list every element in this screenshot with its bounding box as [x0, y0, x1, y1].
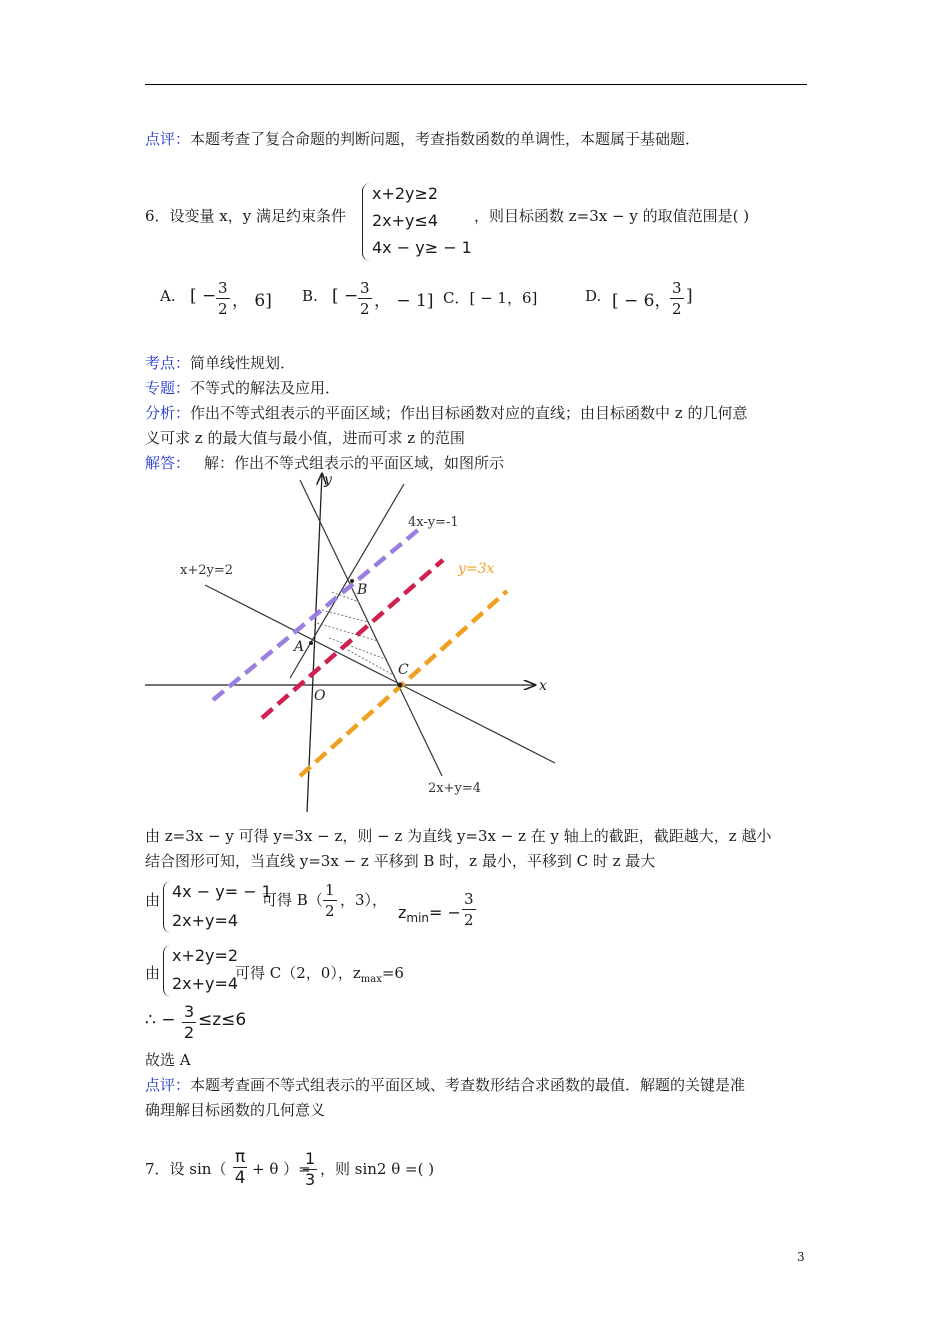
option-a-close: ， 6] [232, 291, 272, 311]
review-text: 本题考查了复合命题的判断问题，考查指数函数的单调性，本题属于基础题． [190, 130, 701, 148]
header-rule [145, 84, 807, 85]
label-y-3x: y=3x [458, 561, 495, 577]
option-d-close: ] [686, 286, 693, 306]
constraint-brace [362, 183, 371, 261]
option-d-fraction: $\frac{3}{2}$ [672, 279, 682, 318]
line-x-2y-2 [205, 585, 555, 763]
dashed-line-through-c [300, 591, 507, 776]
review-label: 点评： [145, 130, 191, 148]
system1-eq-2: 2x+y=4 [172, 911, 239, 930]
page-number: 3 [797, 1250, 805, 1264]
point-a-dot [309, 641, 313, 645]
system2-result: 可得 C（2，0），$z_{max}=6$ [235, 964, 404, 985]
review2-line-1: 点评：本题考查画不等式组表示的平面区域、考查数形结合求函数的最值．解题的关键是准 [145, 1076, 746, 1094]
point-c-dot [398, 683, 403, 688]
point-c-label: C [398, 662, 409, 678]
solution-line-1: 由 z=3x − y 可得 y=3x − z，则 − z 为直线 y=3x − z 在 y 轴上的截距，截距越大，z 越小 [145, 827, 772, 845]
linear-programming-figure [140, 468, 565, 818]
label-2x-y: 2x+y=4 [428, 781, 482, 796]
point-b-label: B [357, 582, 368, 598]
constraint-1: x+2y≥2 [372, 184, 439, 203]
conclusion-suffix: ≤z≤6 [198, 1010, 247, 1030]
option-c[interactable]: C．[ − 1，6] [443, 289, 538, 307]
review-paragraph [145, 128, 700, 149]
fenxi-line-1: 分析：作出不等式组表示的平面区域；作出目标函数对应的直线；由目标函数中 z 的几何意 [145, 404, 748, 422]
system2-eq-1: x+2y=2 [172, 946, 239, 965]
system1-result-end: ，3）， [340, 891, 388, 909]
review2-line-2: 确理解目标函数的几何意义 [145, 1101, 326, 1119]
q7-fraction-pi-4: $\frac{\pi}{4}$ [234, 1147, 246, 1188]
option-b-open: [ − [332, 286, 359, 306]
label-x-2y: x+2y=2 [180, 563, 234, 578]
point-b-dot [350, 579, 354, 583]
axis-x-label: x [539, 678, 547, 694]
option-b-fraction: $\frac{3}{2}$ [360, 279, 370, 318]
q7-mid: + θ ）= [252, 1160, 311, 1178]
option-a-open: [ − [190, 286, 217, 306]
q7-pre: 7．设 sin（ [145, 1160, 227, 1178]
option-d-open: [ − 6， [612, 291, 672, 311]
option-a-fraction: $\frac{3}{2}$ [218, 279, 228, 318]
q6-stem-b: ，则目标函数 z=3x − y 的取值范围是( ) [474, 207, 750, 225]
solution-line-2: 结合图形可知，当直线 y=3x − z 平移到 B 时，z 最小，平移到 C 时 z 最大 [145, 852, 656, 870]
system1-eq-1: 4x − y= − 1 [172, 882, 272, 901]
constraint-2: 2x+y≤4 [372, 211, 439, 230]
z-min: $z_{min}=$ − [398, 903, 461, 926]
z-min-fraction: $\frac{3}{2}$ [464, 890, 474, 929]
option-d-prefix[interactable]: D. [585, 287, 602, 305]
point-a-label: A [294, 639, 305, 655]
dashed-line-through-a [213, 530, 418, 700]
system1-you: 由 [145, 891, 161, 909]
axis-y-label: y [324, 472, 332, 488]
system2-brace [163, 945, 171, 997]
option-a-prefix[interactable]: A. [160, 287, 176, 305]
constraint-3: 4x − y≥ − 1 [372, 238, 472, 257]
q6-stem-a: 6．设变量 x，y 满足约束条件 [145, 207, 347, 225]
point-b-x-fraction: $\frac{1}{2}$ [325, 881, 335, 920]
line-4x-y-neg1 [290, 484, 404, 678]
label-4x-y: 4x-y=-1 [408, 515, 459, 530]
system1-result: 可得 B（ [262, 891, 323, 909]
jieda-line: 解答： 解：作出不等式组表示的平面区域，如图所示 [145, 454, 505, 472]
conclusion-fraction: $\frac{3}{2}$ [184, 1002, 195, 1042]
system2-you: 由 [145, 964, 161, 982]
kaodian-line: 考点：简单线性规划． [145, 354, 296, 372]
q7-post: ，则 sin2 θ =( ) [320, 1160, 435, 1178]
q7-fraction-1-3: $\frac{1}{3}$ [305, 1149, 316, 1189]
conclusion-prefix: ∴ − [145, 1010, 176, 1030]
answer-line: 故选 A [145, 1051, 191, 1069]
origin-label: O [314, 688, 326, 704]
system2-eq-2: 2x+y=4 [172, 974, 239, 993]
fenxi-line-2: 义可求 z 的最大值与最小值，进而可求 z 的范围 [145, 429, 465, 447]
zhuanti-line: 专题：不等式的解法及应用． [145, 379, 341, 397]
option-b-prefix[interactable]: B. [302, 287, 318, 305]
option-b-close: ， − 1] [374, 291, 434, 311]
system1-brace [163, 881, 171, 933]
